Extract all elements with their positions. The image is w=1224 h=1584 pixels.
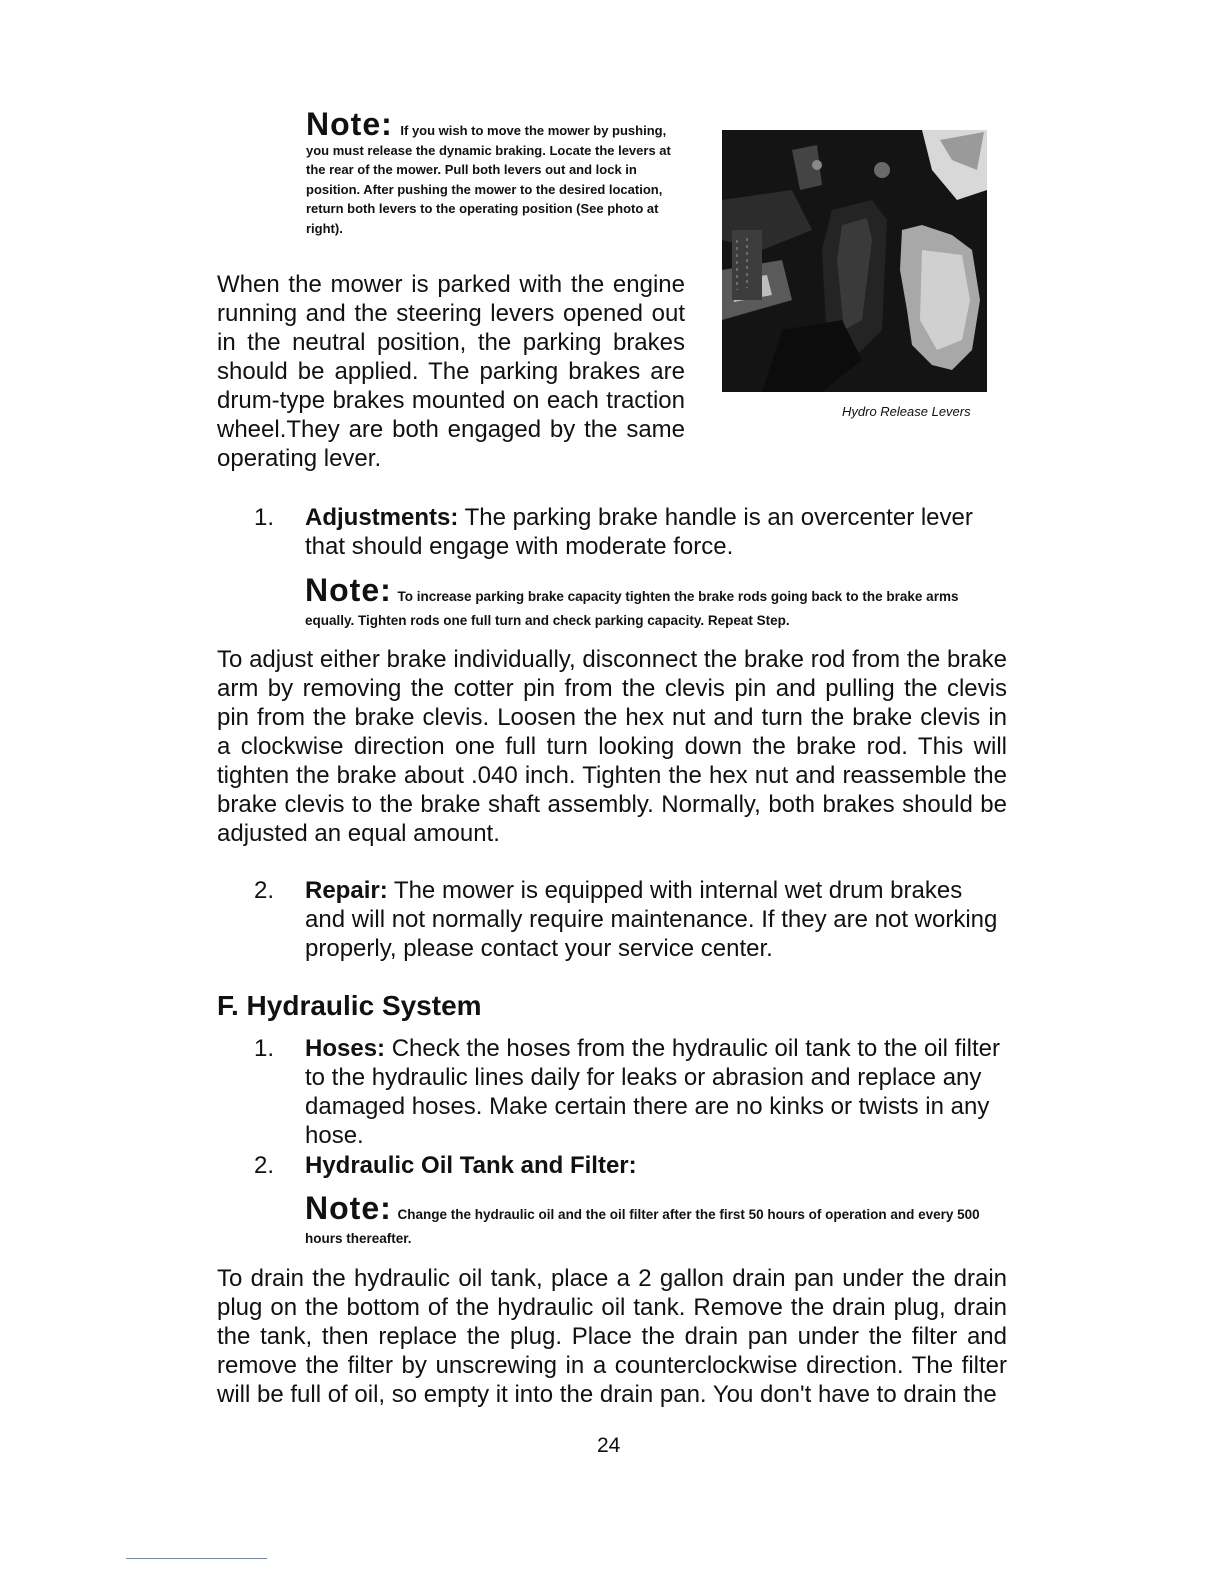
page-number: 24 [597, 1434, 621, 1457]
section-heading: F. Hydraulic System [217, 990, 482, 1021]
footer-rule [126, 1558, 267, 1559]
hydro-release-photo [722, 130, 987, 392]
hydraulic-note [305, 1190, 1010, 1251]
list-title: Repair: [305, 877, 388, 904]
list-body: Check the hoses from the hydraulic oil tank to the oil filter to the hydraulic lines daily for leaks or abrasion and replace any damaged hoses. Make certain there are no kinks or twists in any hose. [305, 1035, 1000, 1149]
photo-caption: Hydro Release Levers [842, 404, 971, 419]
note-text: Change the hydraulic oil and the oil filter after the first 50 hours of operation and every 500 hours thereafter. [305, 1207, 980, 1246]
note-label: Note: [306, 106, 393, 142]
hydro-release-levers-image [722, 130, 987, 392]
list-text [305, 876, 1005, 963]
adjust-paragraph: To adjust either brake individually, disconnect the brake rod from the brake arm by removing the cotter pin from the clevis pin and pulling the clevis pin from the brake clevis. Loosen the hex nut and turn the brake clevis in a clockwise direction one full turn looking down the brake rod. This will tighten the brake about .040 inch. Tighten the hex nut and reassemble the brake clevis to the brake shaft assembly. Normally, both brakes should be adjusted an equal amount. [217, 646, 1007, 847]
note-text: To increase parking brake capacity tighten the brake rods going back to the brake arms equally. Tighten rods one full turn and check parking capacity. Repeat Step. [305, 589, 959, 628]
list-body: The mower is equipped with internal wet drum brakes and will not normally require maintenance. If they are not working properly, please contact your service center. [305, 877, 998, 962]
list-text [305, 1151, 1005, 1180]
brake-note [305, 572, 1010, 633]
list-number: 1. [254, 1035, 275, 1062]
list-title: Hydraulic Oil Tank and Filter: [305, 1152, 637, 1179]
drain-paragraph: To drain the hydraulic oil tank, place a 2 gallon drain pan under the drain plug on the bottom of the hydraulic oil tank. Remove the drain plug, drain the tank, then replace the plug. Place the drain pan under the filter and remove the filter by unscrewing in a counterclockwise direction. The filter will be full of oil, so empty it into the drain pan. You don't have to drain the [217, 1265, 1007, 1408]
list-text [305, 1034, 1005, 1150]
list-text [305, 503, 1005, 561]
list-number: 2. [254, 1152, 275, 1179]
note-label: Note: [305, 572, 392, 608]
list-body: The parking brake handle is an overcenter lever that should engage with moderate force. [305, 504, 973, 560]
list-number: 2. [254, 877, 275, 904]
list-number: 1. [254, 504, 275, 531]
note-label: Note: [305, 1190, 392, 1226]
intro-paragraph: When the mower is parked with the engine running and the steering levers opened out in the neutral position, the parking brakes should be applied. The parking brakes are drum-type brakes mounted on each traction wheel.They are both engaged by the same operating lever. [217, 271, 685, 472]
top-note [306, 106, 686, 238]
note-text: If you wish to move the mower by pushing, you must release the dynamic braking. Locate the levers at the rear of the mower. Pull both levers out and lock in position. After pushing the mower to the desired location, return both levers to the operating position (See photo at right). [306, 123, 671, 236]
list-title: Adjustments: [305, 504, 459, 531]
list-title: Hoses: [305, 1035, 386, 1062]
